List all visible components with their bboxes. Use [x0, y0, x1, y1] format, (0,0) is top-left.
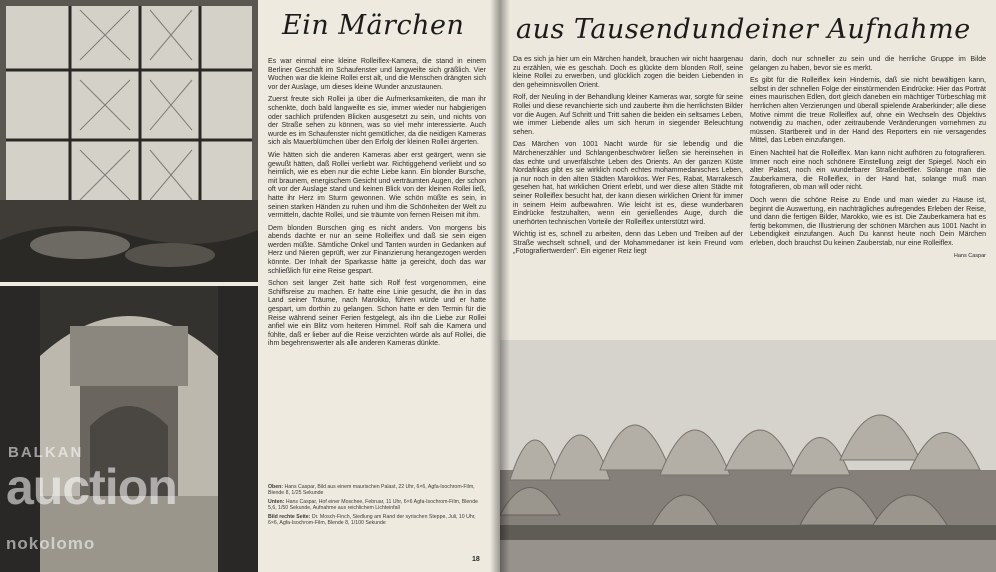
- watermark-bottom-text: nokolomo: [6, 534, 96, 553]
- paragraph: Schon seit langer Zeit hatte sich Rolf fest vorgenommen, eine Schiffsreise zu machen. Er hatte eine Linie gesucht, die ihn in das Land seiner Träume, nach Marokko, führen würde und er hatte gespart, um dorthin zu gelangen. Schon hatte er den Termin für die Reise während seiner Ferien festgelegt, als ihn die Liebe zur Rollei anfiel wie ein Blitz vom heiteren Himmel. Rolf sah die Kamera und fühlte, daß er lieber auf die Reise verzichten würde als auf Rollei, die ihm begehrenswerter als alle anderen Kameras dünkte.: [268, 280, 486, 348]
- lattice-window-illustration: [0, 0, 258, 282]
- author-signature: Hans Caspar: [953, 253, 986, 260]
- headline-right: aus Tausendundeiner Aufnahme: [516, 14, 971, 45]
- photo-lattice-window: [0, 0, 258, 282]
- paragraph: darin, doch nur schneller zu sein und die herrliche Gruppe im Bilde gelangen zu haben, bevor sie es merkt.: [750, 56, 986, 72]
- caption-text: Dr. Mosch-Finch, Siedlung am Rand der syrischen Steppe, Juli, 10 Uhr, 6×6, Agfa-Isochrom-Film, Blende 8, 1/100 Sekunde: [268, 513, 476, 527]
- watermark-top-text: BALKAN: [8, 444, 84, 461]
- article-column-left: [268, 58, 486, 353]
- photo-captions: [268, 484, 486, 528]
- caption-item: [268, 484, 486, 497]
- article-column-right: [750, 56, 986, 261]
- auction-watermark: [6, 444, 246, 556]
- paragraph: Das Märchen von 1001 Nacht wurde für sie lebendig und die Märchenerzähler und Schlangenbeschwörer ließen sie hereinsehen in das echte und unverfälschte Leben des Orients. An der ganzen Küste Nordafrikas gibt es sie wirklich noch echtes mohammedanisches Leben, ja nur noch in den alten Städten Marokkos. Wer Fes, Rabat, Marrakesch gesehen hat, hat wirklichen Orient erlebt, und wer diese alten Städte mit seiner Rolleiflex besucht hat, der kann diesen wirklichen Orient für immer in seinem Heim aufbewahren. Wie leicht ist es, diese wunderbaren Eindrücke festzuhalten, wenn ein genießendes Auge, durch die unerhörten technischen Vorteile der Rolleiflex unterstützt wird.: [513, 141, 743, 226]
- caption-item: [268, 499, 486, 512]
- caption-label: Unten:: [268, 498, 285, 505]
- paragraph: Rolf, der Neuling in der Behandlung kleiner Kameras war, sorgte für seine Rollei und diese revanchierte sich und zauberte ihm die herrlichsten Bilder vor die Augen. Auf Schritt und Tritt sahen die beiden ein seltsames Leben, wie immer Liebende alles um sich herum in siegender Beleuchtung sehen.: [513, 94, 743, 136]
- caption-item: [268, 514, 486, 527]
- caption-text: Hans Caspar, Bild aus einem maurischen Palast, 22 Uhr, 6×6, Agfa-Isochrom-Film, Blende 8, 1/25 Sekunde: [268, 484, 475, 497]
- paragraph: Da es sich ja hier um ein Märchen handelt, brauchen wir nicht haargenau zu erzählen, wie es geschah. Doch es glückte dem blonden Rolf, seine kleine Rollei zu erwerben, und glücklich zogen die beiden Liebenden in den geheimnisvollen Orient.: [513, 56, 743, 89]
- headline-left: Ein Märchen: [282, 10, 465, 41]
- paragraph: Es war einmal eine kleine Rolleiflex-Kamera, die stand in einem Berliner Geschäft im Schaufenster und langweilte sich gräßlich. Vier Wochen war die kleine Rollei erst alt, und die Menschen drängten sich vor der Auslage, um dieses kleine Wunder anzustaunen.: [268, 58, 486, 91]
- page-gutter-shadow: [490, 0, 510, 572]
- paragraph: Doch wenn die schöne Reise zu Ende und man wieder zu Hause ist, beginnt die Auswertung, ein nachträgliches aufregendes Erleben der Reise, und dann die fertigen Bilder, Marokko, wie es ist. Die Zauberkamera hat es fertig bekommen, die Illustrierung der schönen Märchen aus 1001 Nacht in Lebendigkeit einzufangen. Auch Du kannst heute noch Dein Märchen erleben, doch brauchst Du keinen Zauberstab, nur eine Rolleiflex.: [750, 196, 986, 247]
- caption-label: Oben:: [268, 484, 283, 490]
- page-number: 18: [472, 556, 480, 563]
- caption-text: Hans Caspar, Hof einer Moschee, Februar, 11 Uhr, 6×6 Agfa-Isochrom-Film, Blende 5,6, 1/50 Sekunde, Aufnahme aus reichlichem Lichteinfall: [268, 498, 478, 512]
- photo-beehive-houses: [500, 340, 996, 572]
- paragraph: Zuerst freute sich Rollei ja über die Aufmerksamkeiten, die man ihr schenkte, doch bald langweilte es sie, immer wieder nur habgierigen oder sachlich prüfenden Blicken ausgesetzt zu sein, und nichts von der Straße sehen zu können, was so viel mehr interessierte. Auch wurde es im Schaufenster nicht gemütlicher, da die neidigen Kameras sich als Mauerblümchen über den Erfolg der kleinen Rollei ärgerten.: [268, 96, 486, 147]
- paragraph: Wie hätten sich die anderen Kameras aber erst geärgert, wenn sie gewußt hätten, daß Rollei verliebt war. Richtiggehend verliebt und so heimlich, wie es eben nur die echte Liebe kann. Ein blonder Bursche, mit braunem, energischem Gesicht und verträumten Augen, der schon oft vor der Auslage stand und keinen Blick von der kleinen Rollei ließ, hatte ihr Herz im Sturm gewonnen. Wie schön müßte es sein, in seinen starken Händen zu ruhen und ihm die Schönheiten der Welt zu vermitteln, dachte Rollei, und sie träumte von fernen Reisen mit ihm.: [268, 151, 486, 220]
- paragraph: Einen Nachteil hat die Rolleiflex. Man kann nicht aufhören zu fotografieren. Immer noch eine noch schönere Einstellung zeigt der Spiegel. Noch ein alter Palast, noch ein wunderbarer Straßenbettler. Solange man die Zauberkamera, die Rolleiflex, in der Hand hat, solange muß man fotografieren, ob man will oder nicht.: [750, 149, 986, 192]
- paragraph: Dem blonden Burschen ging es nicht anders. Von morgens bis abends dachte er nur an seine Rolleiflex und daß sie sein eigen werden müßte. Sämtliche Onkel und Tanten wurden in Gedanken auf Herz und Nieren geprüft, wer zur Finanzierung herangezogen werden könnte. Der Inhalt der Sparkasse hätte ja gereicht, doch das war schließlich für eine Reise gespart.: [268, 224, 486, 275]
- article-column-middle: [513, 56, 743, 261]
- watermark-main-text: auction: [6, 459, 177, 515]
- paragraph: Wichtig ist es, schnell zu arbeiten, denn das Leben und Treiben auf der Straße wechselt schnell, und der Mohammedaner ist kein Freund vom „Fotografiertwerden". Ein eigener Reiz liegt: [513, 231, 743, 256]
- caption-label: Bild rechte Seite:: [268, 513, 311, 520]
- beehive-domes-illustration: [500, 340, 996, 572]
- paragraph: Es gibt für die Rolleiflex kein Hindernis, daß sie nicht bewältigen kann, selbst in der schnellen Folge der einstürmenden Eindrücke: Hier das Porträt eines maurischen Edlen, dort gleich daneben ein mächtiger Türbeschlag mit herrlichen alten Verzierungen und überall spielende Araberkinder; alle diese Motive nimmt die treue Rolleiflex auf, ohne ein Wechseln des Objektivs notwendig zu machen, oder zeitraubende Veränderungen vornehmen zu müssen. Startbereit und in der Hand des Reporters ein nie versagendes Mittel, das Leben einzufangen.: [750, 77, 986, 145]
